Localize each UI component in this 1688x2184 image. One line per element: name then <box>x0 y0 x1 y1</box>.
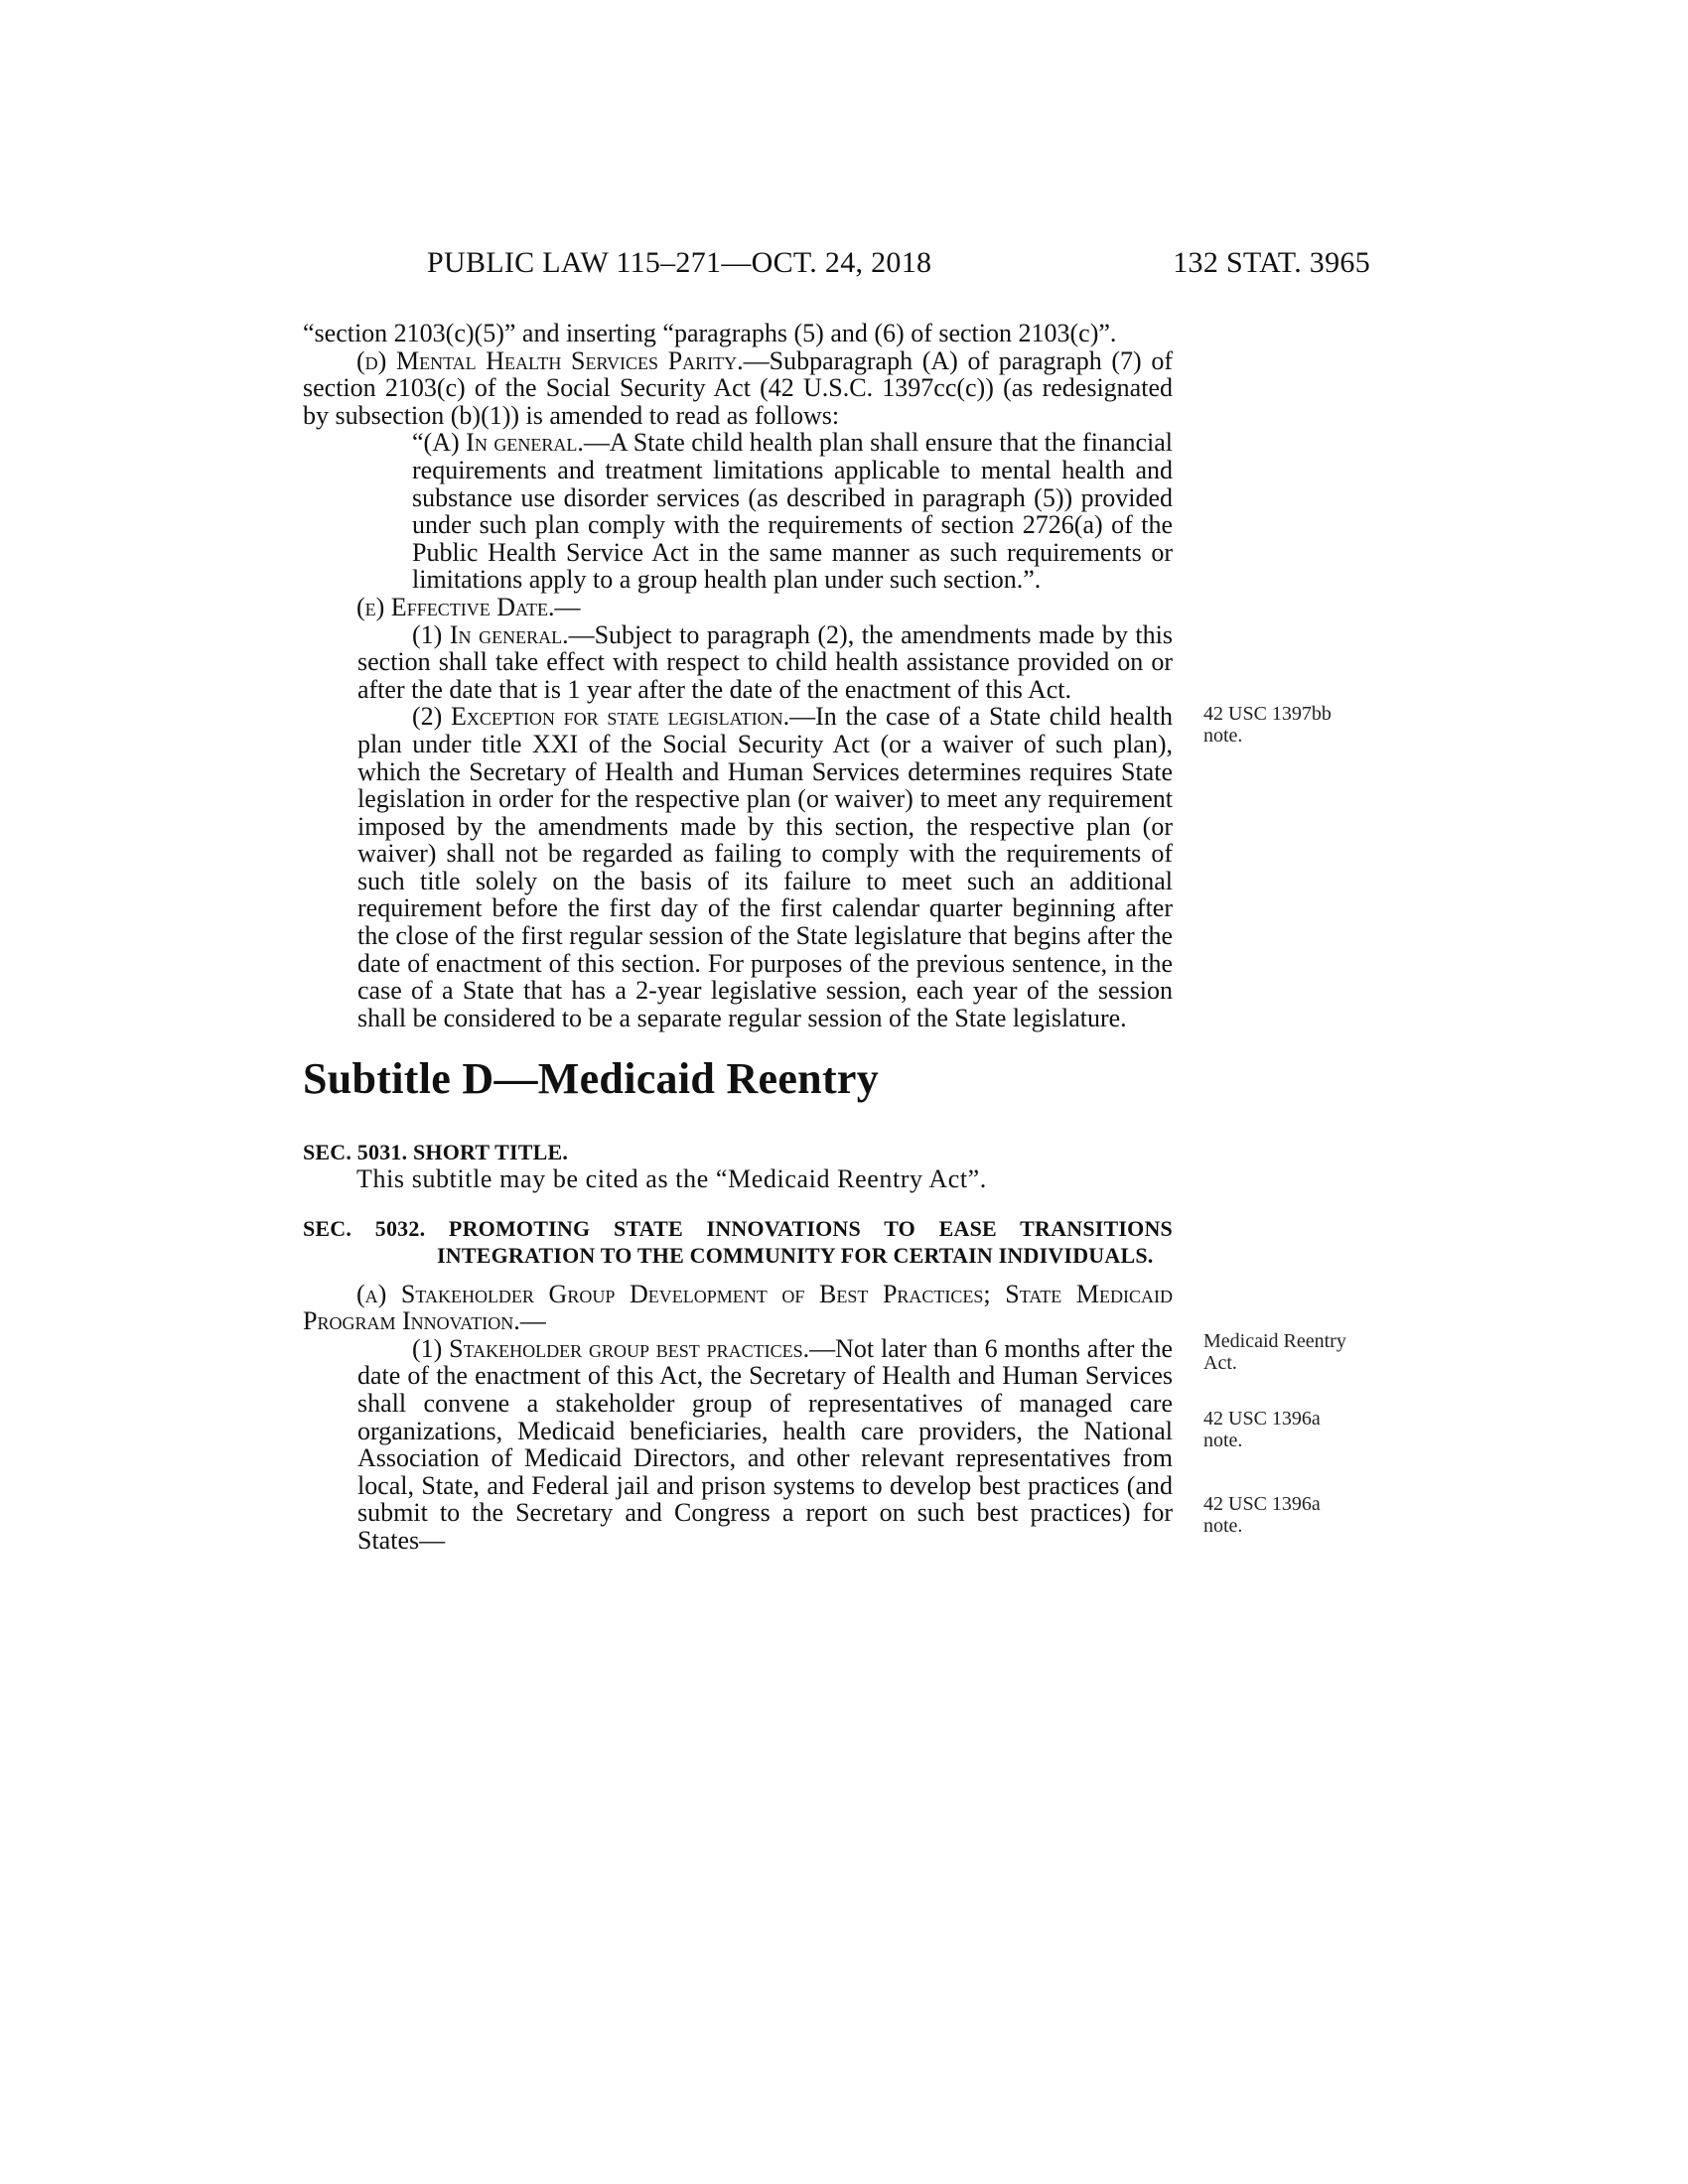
subsection-d-text: Subparagraph (A) of paragraph (7) of section 2103(c) of the Social Security Act (42 U.S.C. 1397cc(c)) (as redesignated by subsection (b)(1)) is amended to read as follows: <box>303 345 1173 430</box>
paragraph-text: “section 2103(c)(5)” and inserting “paragraphs (5) and (6) of section 2103(c)”. <box>303 319 1117 347</box>
margin-note-line: Act. <box>1203 1352 1237 1374</box>
subtitle-heading: Subtitle D—Medicaid Reentry <box>303 1054 880 1104</box>
paragraph-e2-text: In the case of a State child health plan under title XXI of the Social Security Act (or a waiver of such plan), which the Secretary of Health and Human Services determines requires State legislation in order for the respective plan (or waiver) to meet any requirement imposed by the amendments made by this section, the respective plan (or waiver) shall not be regarded as failing to comply with the requirements of such title solely on the basis of its failure to meet such an additional requirement before the first day of the first calendar quarter beginning after the close of the first regular session of the State legislature that begins after the date of enactment of this section. For purposes of the previous sentence, in the case of a State that has a 2-year legislative session, each year of the session shall be considered to be a separate regular session of the State legislature. <box>357 702 1173 1032</box>
paragraph-e2-heading: (2) Exception for state legislation.— <box>412 702 816 732</box>
subsection-e-heading: (e) Effective Date.— <box>356 592 581 621</box>
subsection-e <box>303 594 1173 621</box>
margin-note-line: 42 USC 1396a <box>1203 1408 1321 1430</box>
margin-note-usc-1396a-first <box>1203 1408 1402 1451</box>
running-header <box>298 246 1370 286</box>
margin-note-line: note. <box>1203 1515 1243 1537</box>
margin-note-medicaid-reentry-act <box>1203 1330 1402 1374</box>
margin-note-line: note. <box>1203 725 1243 747</box>
paragraph-e1-text: Subject to paragraph (2), the amendments made by this section shall take effect with respect to child health assistance provided on or after the date that is 1 year after the date of the enactment of this Act. <box>357 619 1173 704</box>
margin-note-usc-1396a-second <box>1203 1493 1402 1537</box>
paragraph-a1-heading: (1) Stakeholder group best practices.— <box>412 1333 836 1363</box>
body-text <box>303 320 1173 1555</box>
subsection-d-heading: (d) Mental Health Services Parity.— <box>356 345 770 375</box>
quoted-a-heading: “(A) In general.— <box>412 428 610 458</box>
paragraph-e1 <box>303 621 1173 704</box>
margin-note-line: note. <box>1203 1430 1243 1451</box>
subsection-d <box>303 347 1173 430</box>
subsection-a-heading: (a) Stakeholder Group Development of Best Practices; State Medicaid Program Innovation.— <box>303 1279 1173 1336</box>
section-5031-heading: SEC. 5031. SHORT TITLE. <box>303 1140 569 1165</box>
quoted-a-text: A State child health plan shall ensure that the financial requirements and treatment limitations applicable to mental health and substance use disorder services (as described in paragraph (5)) provided under such plan comply with the requirements of section 2726(a) of the Public Health Service Act in the same manner as such requirements or limitations apply to a group health plan under such section.”. <box>412 428 1173 595</box>
quoted-subparagraph-a <box>303 429 1173 594</box>
section-5032-heading: SEC. 5032. PROMOTING STATE INNOVATIONS TO EASE TRANSITIONS INTEGRATION TO THE COMMUNITY FOR CERTAIN INDIVIDUALS. <box>303 1215 1173 1268</box>
paragraph-a1 <box>303 1335 1173 1555</box>
header-citation: PUBLIC LAW 115–271—OCT. 24, 2018 <box>427 246 932 279</box>
paragraph-a1-text: Not later than 6 months after the date of the enactment of this Act, the Secretary of Health and Human Services shall convene a stakeholder group of representatives of managed care organizations, Medicaid beneficiaries, health care providers, the National Association of Medicaid Directors, and other relevant representatives from local, State, and Federal jail and prison systems to develop best practices (and submit to the Secretary and Congress a report on such best practices) for States— <box>357 1333 1173 1555</box>
margin-note-line: 42 USC 1396a <box>1203 1493 1321 1515</box>
section-5031-text: This subtitle may be cited as the “Medicaid Reentry Act”. <box>356 1164 987 1194</box>
margin-note-line: Medicaid Reentry <box>1203 1330 1346 1352</box>
subsection-a <box>303 1281 1173 1335</box>
margin-note-usc-1397bb <box>1203 703 1402 747</box>
paragraph-e2 <box>303 703 1173 1031</box>
header-stat-page: 132 STAT. 3965 <box>1173 246 1370 279</box>
paragraph-continuation <box>303 320 1173 347</box>
margin-note-line: 42 USC 1397bb <box>1203 703 1332 725</box>
paragraph-e1-heading: (1) In general.— <box>412 619 595 649</box>
